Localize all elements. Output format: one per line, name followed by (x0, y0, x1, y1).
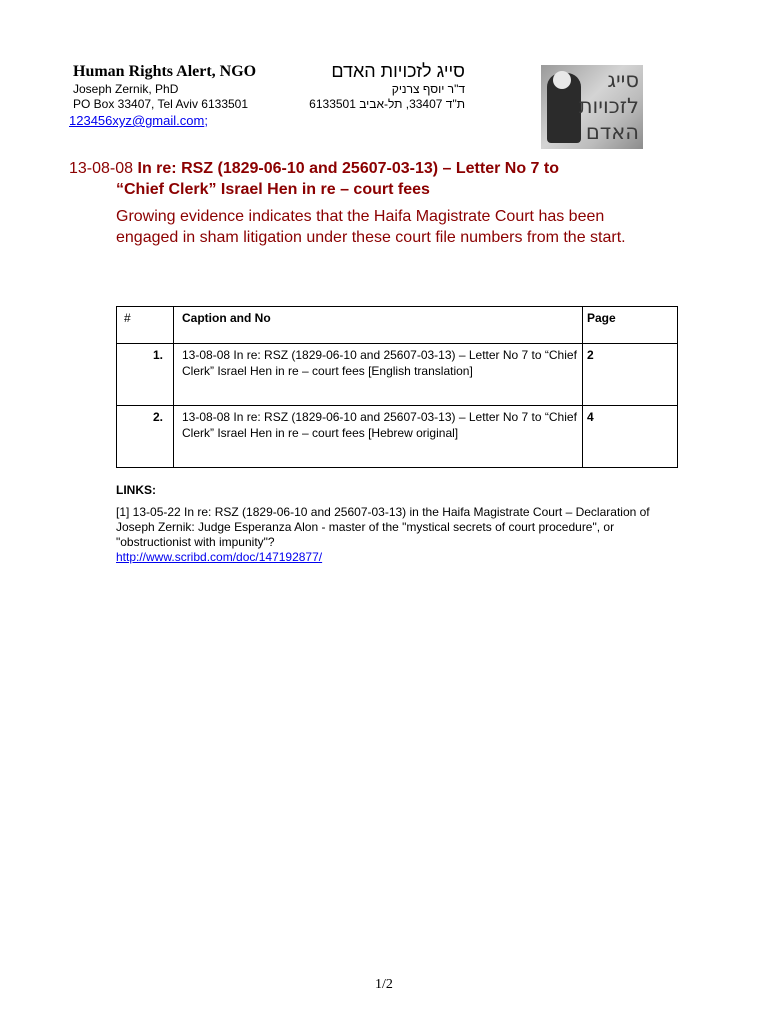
title-date: 13-08-08 (69, 160, 134, 177)
row-caption: 13-08-08 In re: RSZ (1829-06-10 and 25607-03-13) – Letter No 7 to “Chief Clerk” Israel Hen in re – court fees [Hebrew original] (174, 406, 583, 468)
row-number: 1. (117, 344, 174, 406)
organization-logo (541, 65, 643, 149)
row-caption: 13-08-08 In re: RSZ (1829-06-10 and 25607-03-13) – Letter No 7 to “Chief Clerk” Israel Hen in re – court fees [English translation] (174, 344, 583, 406)
address-english: PO Box 33407, Tel Aviv 6133501 (73, 97, 249, 111)
page-number: 1/2 (375, 977, 393, 992)
table-row (117, 344, 678, 406)
link-url[interactable]: http://www.scribd.com/doc/147192877/ (116, 550, 323, 564)
table-header-row (117, 307, 678, 344)
title-line-2: “Chief Clerk” Israel Hen in re – court fees (116, 181, 430, 198)
link-description: [1] 13-05-22 In re: RSZ (1829-06-10 and 25607-03-13) in the Haifa Magistrate Court – Declaration of Joseph Zernik: Judge Esperanza Alon - master of the "mystical secrets of court procedure", or "obstructionist with impunity"? (116, 505, 650, 549)
title-line-1: In re: RSZ (1829-06-10 and 25607-03-13) – Letter No 7 to (137, 160, 559, 177)
email-suffix: ; (204, 113, 208, 128)
header-caption: Caption and No (174, 307, 583, 344)
header-page: Page (583, 307, 678, 344)
document-title (69, 158, 669, 200)
organization-name-hebrew: סייג לזכויות האדם (331, 61, 465, 81)
document-subtitle: Growing evidence indicates that the Haifa Magistrate Court has been engaged in sham litigation under these court file numbers from the start. (116, 208, 626, 246)
email-line (69, 113, 208, 128)
row-page: 4 (583, 406, 678, 468)
address-hebrew: ת"ד 33407, תל-אביב 6133501 (309, 97, 465, 111)
contents-table (116, 306, 678, 468)
row-number: 2. (117, 406, 174, 468)
table-row (117, 406, 678, 468)
row-page: 2 (583, 344, 678, 406)
person-name-english: Joseph Zernik, PhD (73, 82, 179, 96)
links-heading: LINKS: (116, 483, 156, 497)
email-link[interactable]: 123456xyz@gmail.com (69, 113, 205, 128)
person-name-hebrew: ד"ר יוסף צרניק (391, 82, 465, 96)
header-number: # (117, 307, 174, 344)
organization-name-english: Human Rights Alert, NGO (73, 63, 257, 80)
logo-text: סייג לזכויות האדם (578, 68, 639, 144)
